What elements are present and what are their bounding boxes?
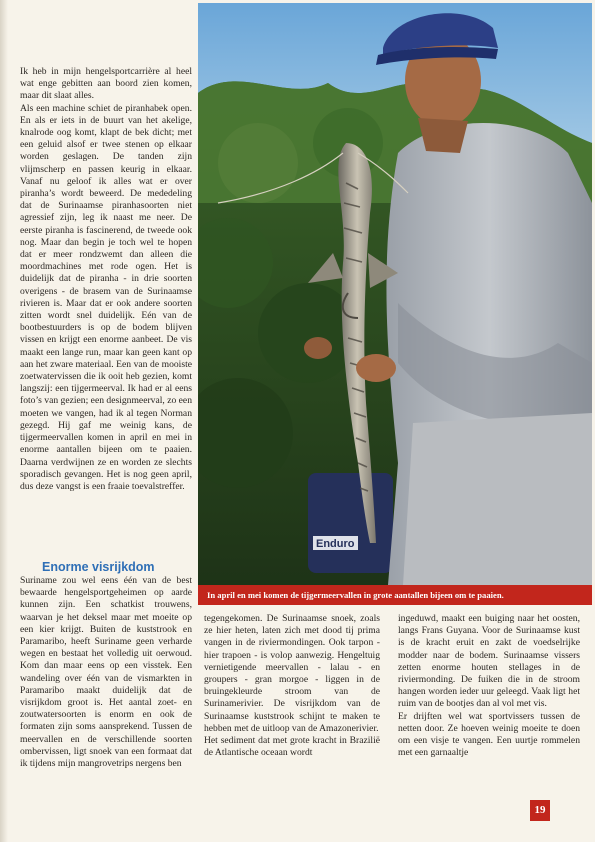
photo-illustration bbox=[198, 3, 592, 585]
article-column-left-top bbox=[20, 66, 192, 493]
visrijkdom-paragraph: Suriname zou wel eens één van de best bewaarde hengelsportgeheimen op aarde kunnen zijn. Een schatkist trouwens, waarvan je het deksel maar met moeite op een kier krijgt. Buiten de kuststrook en Paramaribo, heeft Suriname geen verharde wegen en bestaat het volledig uit oerwoud. Kom dan maar eens op een visstek. Een wandeling over één van de vismarkten in Paramaribo maakt duidelijk dat de visrijkdom groot is. Het aantal zoet- en zoutwatersoorten is enorm en ook de formaten zijn soms aansprekend. Tussen de meervallen en de verschillende soorten ombervissen, ligt snoek van een formaat dat ik tijdens mijn mangrovetrips nergens ben bbox=[20, 575, 192, 770]
piranha-paragraph: Als een machine schiet de piranhabek open. En als er iets in de buurt van het akelige, knalrode oog komt, klapt de bek dicht; met een geluid alsof er twee stenen op elkaar worden geslagen. De tanden zijn vlijmscherp en passen keurig in elkaar. Vanaf nu geloof ik alles wat er over piranha’s wordt beweerd. De mededeling dat de Surinaamse piranhasoorten niet agressief zijn, leg ik naast me neer. De eerste piranha is fascinerend, de tweede ook nog. Maar dan begin je toch wel te hopen dat er meer rondzwemt dan alleen die moordmachines met rode ogen. Het is duidelijk dat de piranha - in drie soorten overigens - de brasem van de Surinaamse rivieren is. Maar dat er ook andere soorten zitten wordt snel duidelijk. Eén van de bootbestuurders is op de bodem blijven vissen en krijgt een enorme aanbeet. De vis maakt een lange run, maar kan geen kant op aan het zware materiaal. Een van de mooiste zoetwatervissen die ik ooit heb gezien, komt langszij: een tijgermeerval. Ik had er al eens foto’s van gezien; een designmeerval, zo een moeten we vangen, had ik al tegen Norman gezegd. Hij gaf me weinig kans, de tijgermeervallen komen in april en mei in enorme aantallen bijeen om te paaien. Daarna verdwijnen ze en worden ze slechts sporadisch gevangen. Het is nog geen april, dus deze vangst is een fraaie toevalstreffer. bbox=[20, 102, 192, 492]
photo-caption: In april en mei komen de tijgermeervallen in grote aantallen bijeen om te paaien. bbox=[198, 585, 592, 605]
tiger-catfish-photo bbox=[198, 3, 592, 585]
middle-paragraph: tegengekomen. De Surinaamse snoek, zoals ze hier heten, laten zich met dood tij prima vangen in de riviermondingen. Ook tarpon - hier trapoen - is volop aanwezig. Hengeltuig vernietigende meervallen - lalau - en groupers - gran morgoe - liggen in de bruingekleurde stroom van de Surinamerivier. De visrijkdom van de Surinaamse kuststrook schijnt te maken te hebben met de uitloop van de Amazonerivier. Het sediment dat met grote kracht in Brazilië de Atlantische oceaan wordt bbox=[204, 613, 380, 759]
article-column-right bbox=[398, 613, 580, 759]
article-column-middle bbox=[204, 613, 380, 759]
page-number: 19 bbox=[530, 800, 550, 821]
svg-text:Enduro: Enduro bbox=[316, 538, 355, 550]
intro-paragraph: Ik heb in mijn hengelsportcarrière al heel wat enge gebitten aan boord zien komen, maar dit slaat alles. bbox=[20, 66, 192, 102]
section-heading: Enorme visrijkdom bbox=[42, 560, 155, 574]
article-column-left-bottom bbox=[20, 560, 192, 770]
right-paragraph: ingeduwd, maakt een buiging naar het oosten, langs Frans Guyana. Voor de Surinaamse kust is de kracht eruit en zakt de voedselrijke modder naar de bodem. Surinaamse vissers zetten enorme houten stellages in de riviermonding. De fuiken die in de stroom hangen worden ieder uur geleegd. Vaak ligt het ruim van de bootjes dan al vol met vis. Er drijften wel wat sportvissers tussen de netten door. Ze hoeven weinig moeite te doen om een visje te vangen. Een uurtje rommelen met een garnaaltje bbox=[398, 613, 580, 759]
page-edge bbox=[0, 0, 8, 842]
